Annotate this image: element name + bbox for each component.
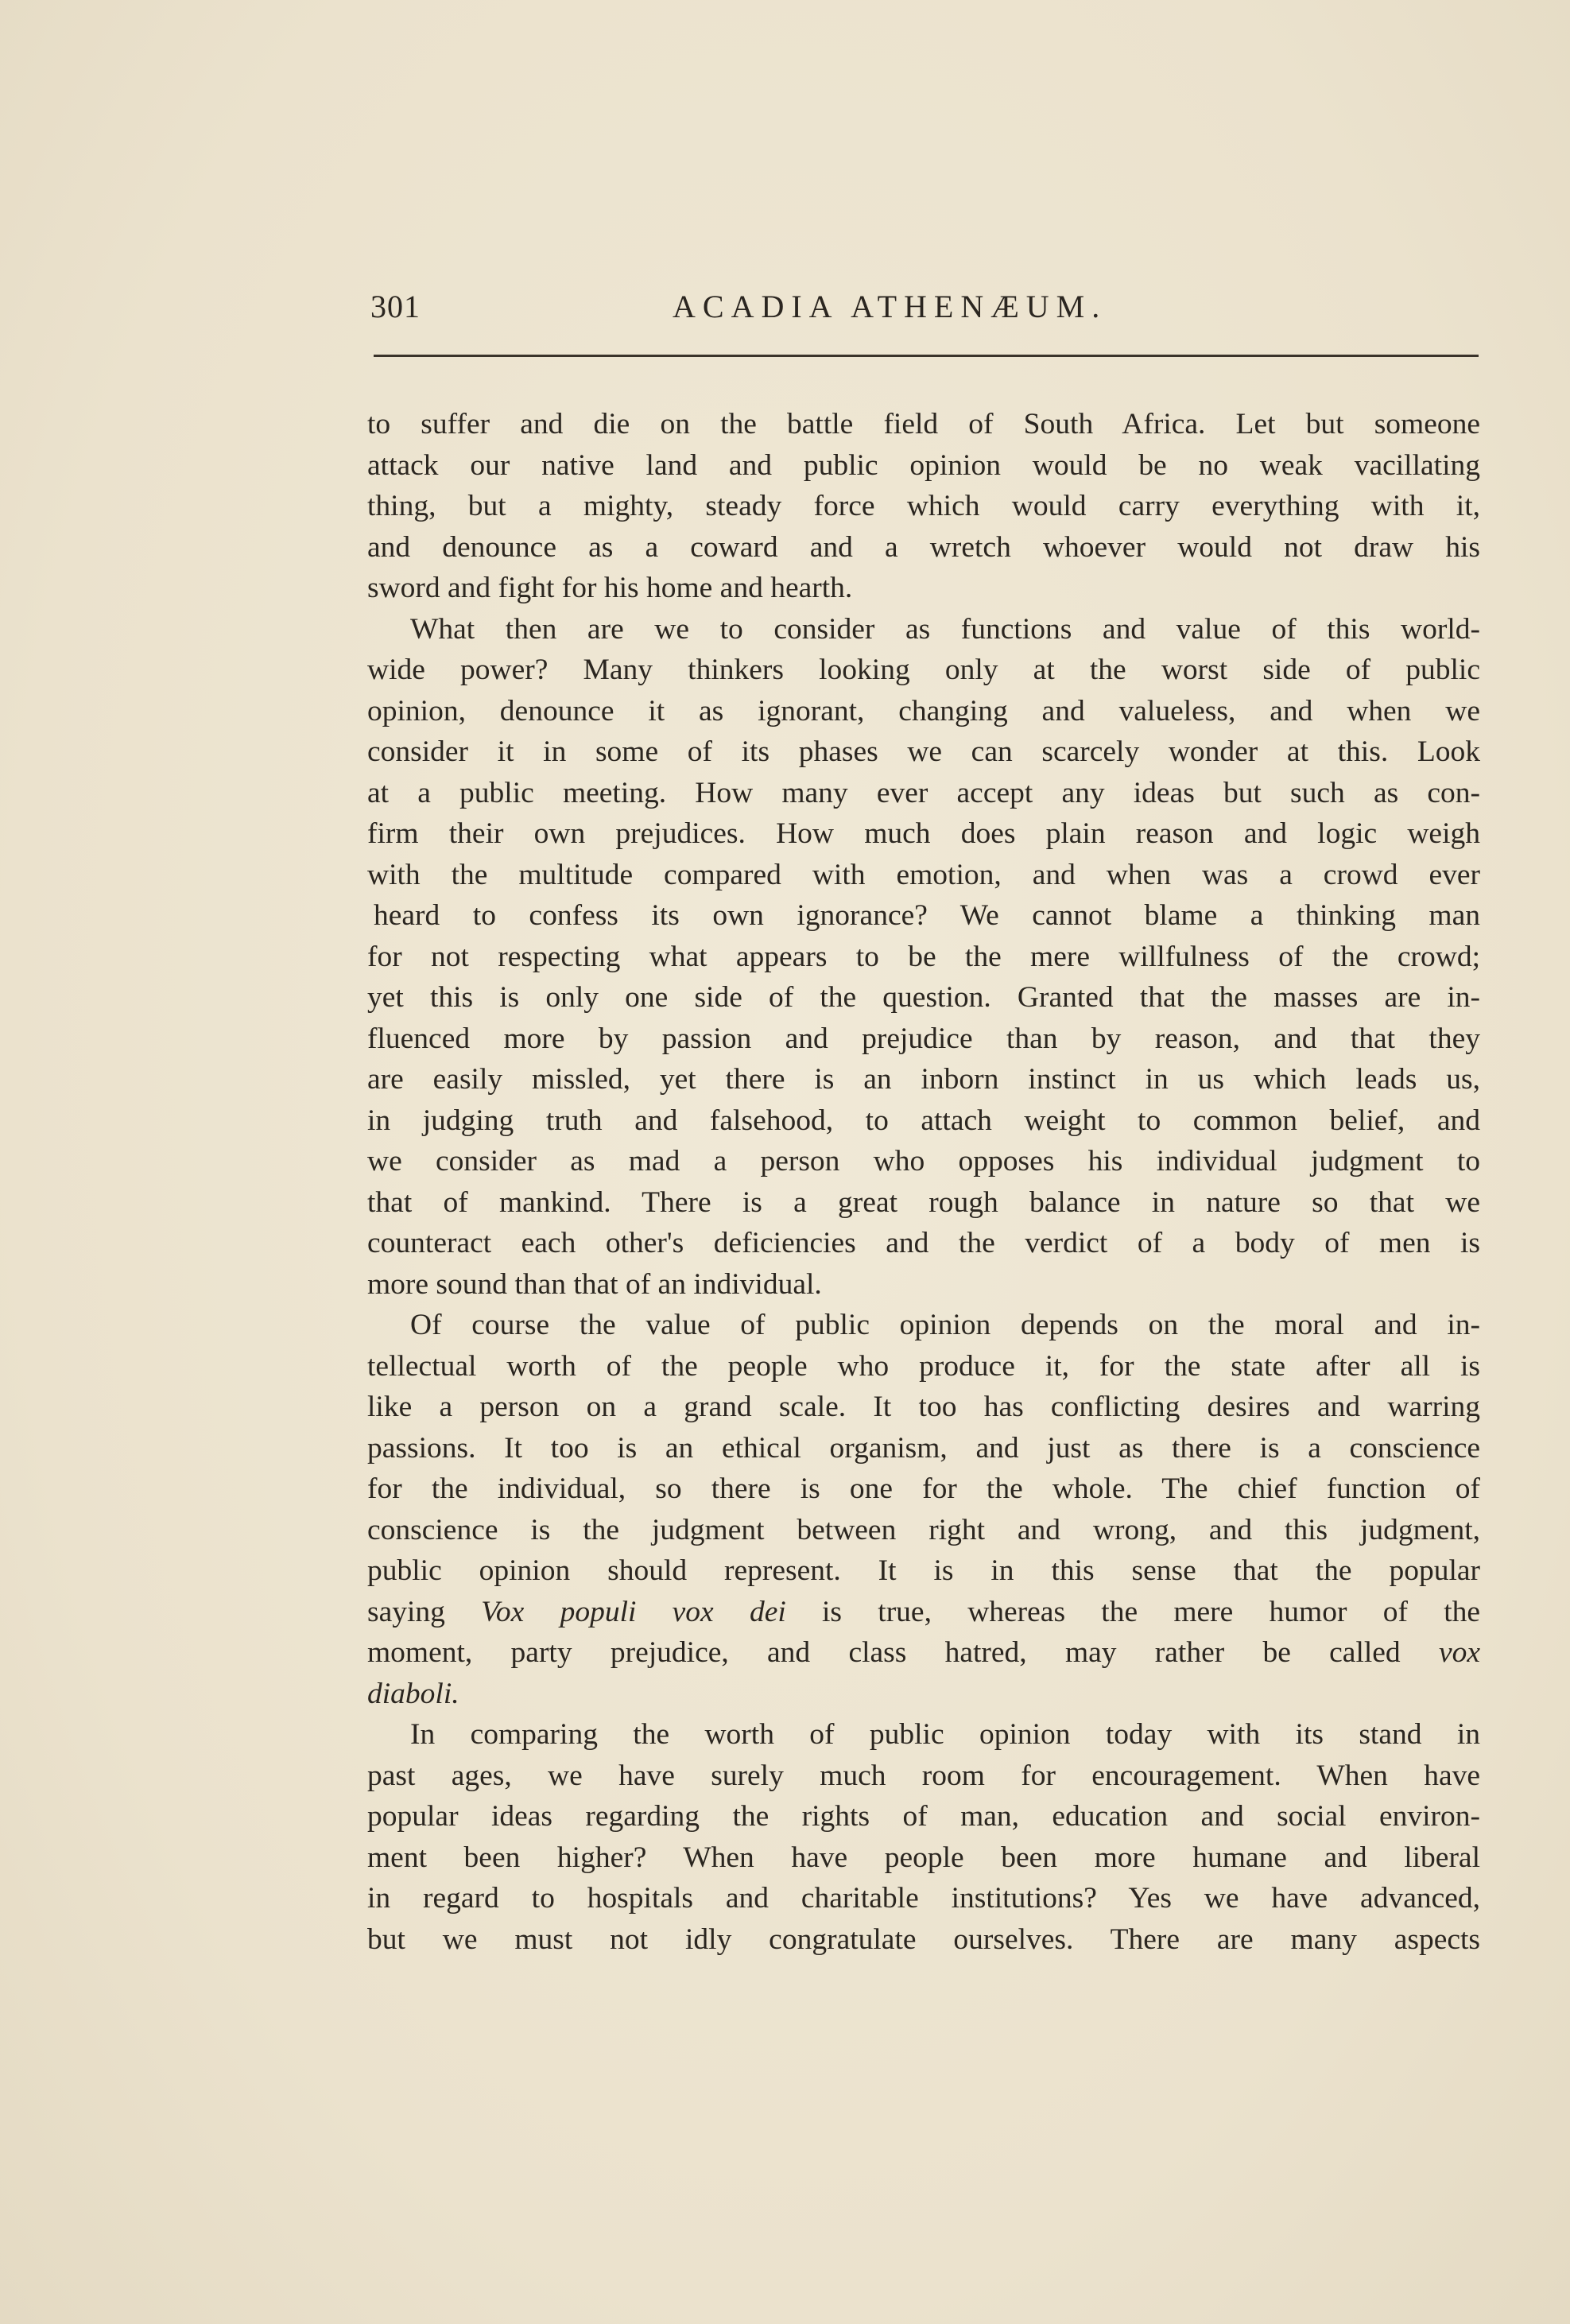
- text-line: passions. It too is an ethical organism, and just as there is a conscience: [367, 1431, 1480, 1465]
- text-line: at a public meeting. How many ever accept any ideas but such as con-: [367, 776, 1480, 809]
- text-line: more sound than that of an individual.: [367, 1267, 822, 1301]
- text-line: What then are we to consider as functions and value of this world-: [410, 612, 1480, 646]
- text-line: In comparing the worth of public opinion today with its stand in: [410, 1718, 1480, 1751]
- text-line: that of mankind. There is a great rough balance in nature so that we: [367, 1185, 1480, 1219]
- text-line: for the individual, so there is one for the whole. The chief function of: [367, 1472, 1480, 1505]
- text-line: to suffer and die on the battle field of South Africa. Let but someone: [367, 408, 1480, 440]
- text-line: [367, 1632, 1480, 1674]
- text-line: public opinion should represent. It is in this sense that the popular: [367, 1554, 1480, 1587]
- text-fragment: is true, whereas the mere humor of the: [822, 1595, 1481, 1628]
- page-header: [370, 288, 1475, 336]
- text-line: heard to confess its own ignorance? We cannot blame a thinking man: [374, 899, 1480, 932]
- article-body: [367, 404, 1480, 1960]
- text-line: wide power? Many thinkers looking only at the worst side of public: [367, 654, 1480, 686]
- text-line: conscience is the judgment between right and wrong, and this judgment,: [367, 1513, 1480, 1546]
- italic-phrase: diaboli.: [367, 1677, 459, 1710]
- page-number: 301: [370, 289, 421, 324]
- text-line: like a person on a grand scale. It too has conflicting desires and warring: [367, 1391, 1480, 1423]
- text-line: [367, 1592, 1480, 1633]
- header-rule: [374, 355, 1479, 357]
- text-line: for not respecting what appears to be the mere willfulness of the crowd;: [367, 940, 1480, 973]
- text-line: counteract each other's deficiencies and the verdict of a body of men is: [367, 1227, 1480, 1259]
- text-line: tellectual worth of the people who produce it, for the state after all is: [367, 1349, 1480, 1383]
- text-line: attack our native land and public opinion would be no weak vacillating: [367, 448, 1480, 482]
- text-line: consider it in some of its phases we can scarcely wonder at this. Look: [367, 735, 1480, 768]
- italic-phrase: vox: [1438, 1636, 1481, 1669]
- text-line: are easily missled, yet there is an inborn instinct in us which leads us,: [367, 1063, 1480, 1096]
- text-line: Of course the value of public opinion depends on the moral and in-: [410, 1309, 1480, 1341]
- text-line: opinion, denounce it as ignorant, changing and valueless, and when we: [367, 694, 1480, 727]
- text-line: and denounce as a coward and a wretch whoever would not draw his: [367, 530, 1480, 564]
- italic-phrase: Vox populi vox dei: [481, 1595, 786, 1628]
- text-line: sword and fight for his home and hearth.: [367, 572, 853, 604]
- text-fragment: moment, party prejudice, and class hatred, may rather be called: [367, 1636, 1401, 1669]
- text-line: we consider as mad a person who opposes his individual judgment to: [367, 1145, 1480, 1178]
- running-title: ACADIA ATHENÆUM.: [673, 289, 1107, 324]
- text-line: popular ideas regarding the rights of man, education and social environ-: [367, 1800, 1480, 1833]
- text-fragment: saying: [367, 1595, 445, 1628]
- text-line: past ages, we have surely much room for encouragement. When have: [367, 1759, 1480, 1792]
- text-line: firm their own prejudices. How much does plain reason and logic weigh: [367, 817, 1480, 850]
- text-line: but we must not idly congratulate ourselves. There are many aspects: [367, 1922, 1480, 1956]
- text-line: in regard to hospitals and charitable institutions? Yes we have advanced,: [367, 1882, 1480, 1915]
- text-line: in judging truth and falsehood, to attach weight to common belief, and: [367, 1104, 1480, 1137]
- text-line: with the multitude compared with emotion, and when was a crowd ever: [367, 858, 1480, 891]
- text-line: thing, but a mighty, steady force which would carry everything with it,: [367, 490, 1480, 522]
- text-line: ment been higher? When have people been more humane and liberal: [367, 1841, 1480, 1874]
- text-line: yet this is only one side of the question. Granted that the masses are in-: [367, 981, 1480, 1014]
- text-line: fluenced more by passion and prejudice than by reason, and that they: [367, 1022, 1480, 1055]
- text-line: [367, 1674, 1480, 1715]
